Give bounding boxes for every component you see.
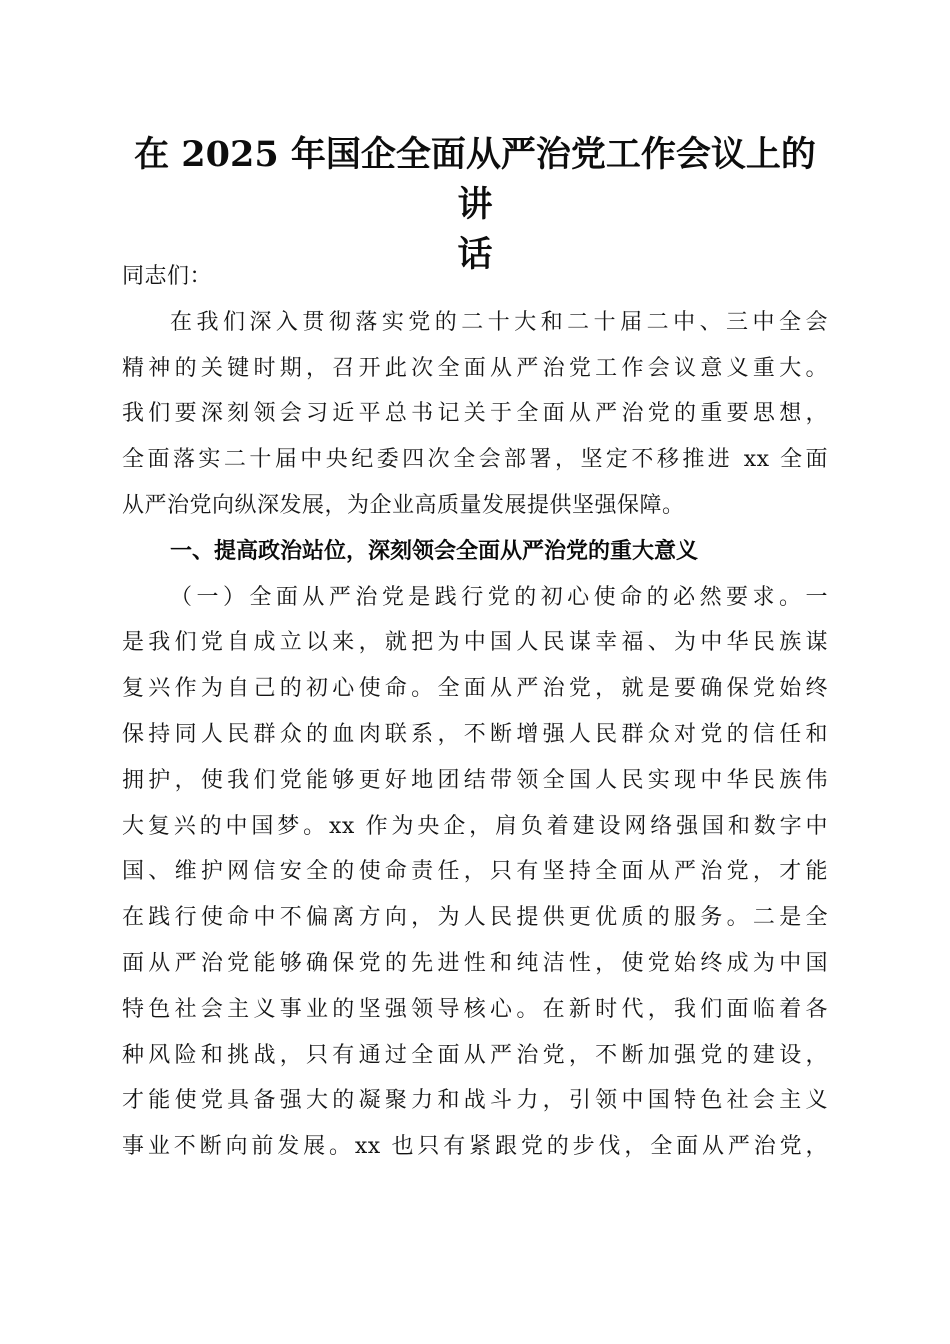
section-line: 拥护，使我们党能够更好地团结带领全国人民实现中华民族伟	[122, 767, 828, 793]
intro-line: 从严治党向纵深发展，为企业高质量发展提供坚强保障。	[122, 492, 685, 518]
section-line: 国、维护网信安全的使命责任，只有坚持全面从严治党，才能	[122, 859, 828, 885]
section-line: 面从严治党能够确保党的先进性和纯洁性，使党始终成为中国	[122, 950, 828, 976]
salutation: 同志们：	[122, 264, 213, 289]
intro-line: 我们要深刻领会习近平总书记关于全面从严治党的重要思想，	[122, 401, 828, 427]
section-line: 复兴作为自己的初心使命。全面从严治党，就是要确保党始终	[122, 676, 828, 702]
section-line: 种风险和挑战，只有通过全面从严治党，不断加强党的建设，	[122, 1042, 828, 1068]
section-line: 事业不断向前发展。xx 也只有紧跟党的步伐，全面从严治党，	[122, 1134, 828, 1160]
section-line: 才能使党具备强大的凝聚力和战斗力，引领中国特色社会主义	[122, 1088, 828, 1114]
section-heading: 一、提高政治站位，深刻领会全面从严治党的重大意义	[170, 538, 699, 564]
title-line-1: 在 2025 年国企全面从严治党工作会议上的讲	[134, 134, 816, 225]
intro-line: 全面落实二十届中央纪委四次全会部署，坚定不移推进 xx 全面	[122, 447, 828, 473]
section-line: 保持同人民群众的血肉联系，不断增强人民群众对党的信任和	[122, 721, 828, 747]
intro-line: 精神的关键时期，召开此次全面从严治党工作会议意义重大。	[122, 355, 828, 381]
section-line: 大复兴的中国梦。xx 作为央企，肩负着建设网络强国和数字中	[122, 813, 828, 839]
section-line: 在践行使命中不偏离方向，为人民提供更优质的服务。二是全	[122, 905, 828, 931]
section-line: 是我们党自成立以来，就把为中国人民谋幸福、为中华民族谋	[122, 630, 828, 656]
title-line-2: 话	[457, 234, 493, 275]
section-line: （一）全面从严治党是践行党的初心使命的必然要求。一	[170, 584, 828, 610]
section-line: 特色社会主义事业的坚强领导核心。在新时代，我们面临着各	[122, 996, 828, 1022]
intro-line: 在我们深入贯彻落实党的二十大和二十届二中、三中全会	[170, 309, 828, 335]
document-body	[122, 254, 828, 1170]
